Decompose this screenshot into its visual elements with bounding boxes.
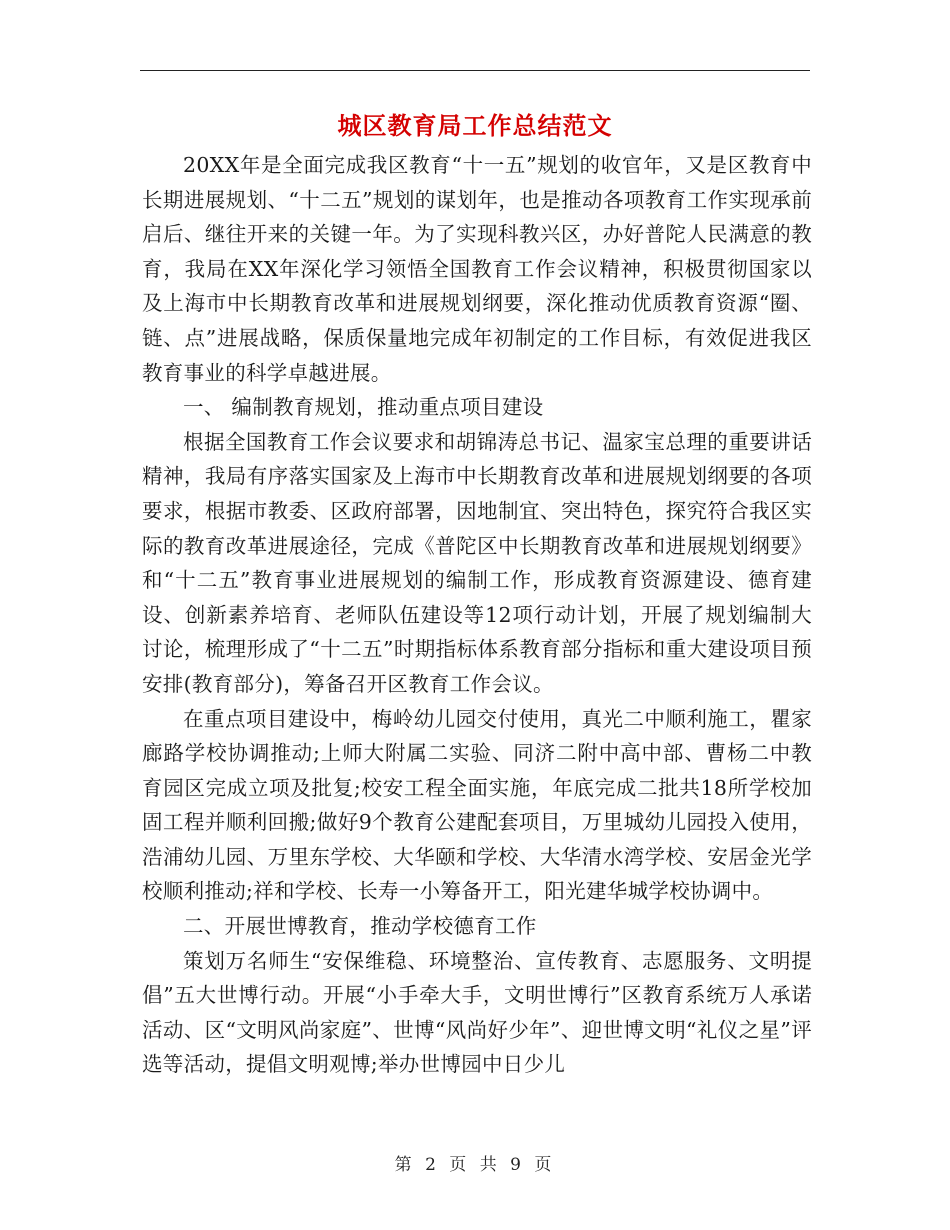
- document-body: [142, 148, 812, 1082]
- header-rule: [140, 70, 810, 71]
- page-number: 第 2 页 共 9 页: [394, 1155, 556, 1175]
- paragraph-intro: 20XX年是全面完成我区教育“十一五”规划的收官年，又是区教育中长期进展规划、“十二五”规划的谋划年，也是推动各项教育工作实现承前启后、继往开来的关键一年。为了实现科教兴区，办好普陀人民满意的教育，我局在XX年深化学习领悟全国教育工作会议精神，积极贯彻国家以及上海市中长期教育改革和进展规划纲要，深化推动优质教育资源“圈、链、点”进展战略，保质保量地完成年初制定的工作目标，有效促进我区教育事业的科学卓越进展。: [142, 153, 812, 385]
- paragraph-projects: 在重点项目建设中，梅岭幼儿园交付使用，真光二中顺利施工，瞿家廊路学校协调推动;上师大附属二实验、同济二附中高中部、曹杨二中教育园区完成立项及批复;校安工程全面实施，年底完成二批共18所学校加固工程并顺利回搬;做好9个教育公建配套项目，万里城幼儿园投入使用，浩浦幼儿园、万里东学校、大华颐和学校、大华清水湾学校、安居金光学校顺利推动;祥和学校、长寿一小筹备开工，阳光建华城学校协调中。: [142, 706, 812, 904]
- document-title: 城区教育局工作总结范文: [337, 111, 613, 140]
- paragraph-planning: 根据全国教育工作会议要求和胡锦涛总书记、温家宝总理的重要讲话精神，我局有序落实国家及上海市中长期教育改革和进展规划纲要的各项要求，根据市教委、区政府部署，因地制宜、突出特色，探究符合我区实际的教育改革进展途径，完成《普陀区中长期教育改革和进展规划纲要》和“十二五”教育事业进展规划的编制工作，形成教育资源建设、德育建设、创新素养培育、老师队伍建设等12项行动计划，开展了规划编制大讨论，梳理形成了“十二五”时期指标体系教育部分指标和重大建设项目预安排(教育部分)，筹备召开区教育工作会议。: [142, 429, 812, 696]
- section-heading-2: 二、开展世博教育，推动学校德育工作: [183, 914, 537, 939]
- paragraph-expo: 策划万名师生“安保维稳、环境整治、宣传教育、志愿服务、文明提倡”五大世博行动。开展“小手牵大手，文明世博行”区教育系统万人承诺活动、区“文明风尚家庭”、世博“风尚好少年”、迎世博文明“礼仪之星”评选等活动，提倡文明观博;举办世博园中日少儿: [142, 948, 812, 1077]
- section-heading-1: 一、 编制教育规划，推动重点项目建设: [183, 395, 544, 420]
